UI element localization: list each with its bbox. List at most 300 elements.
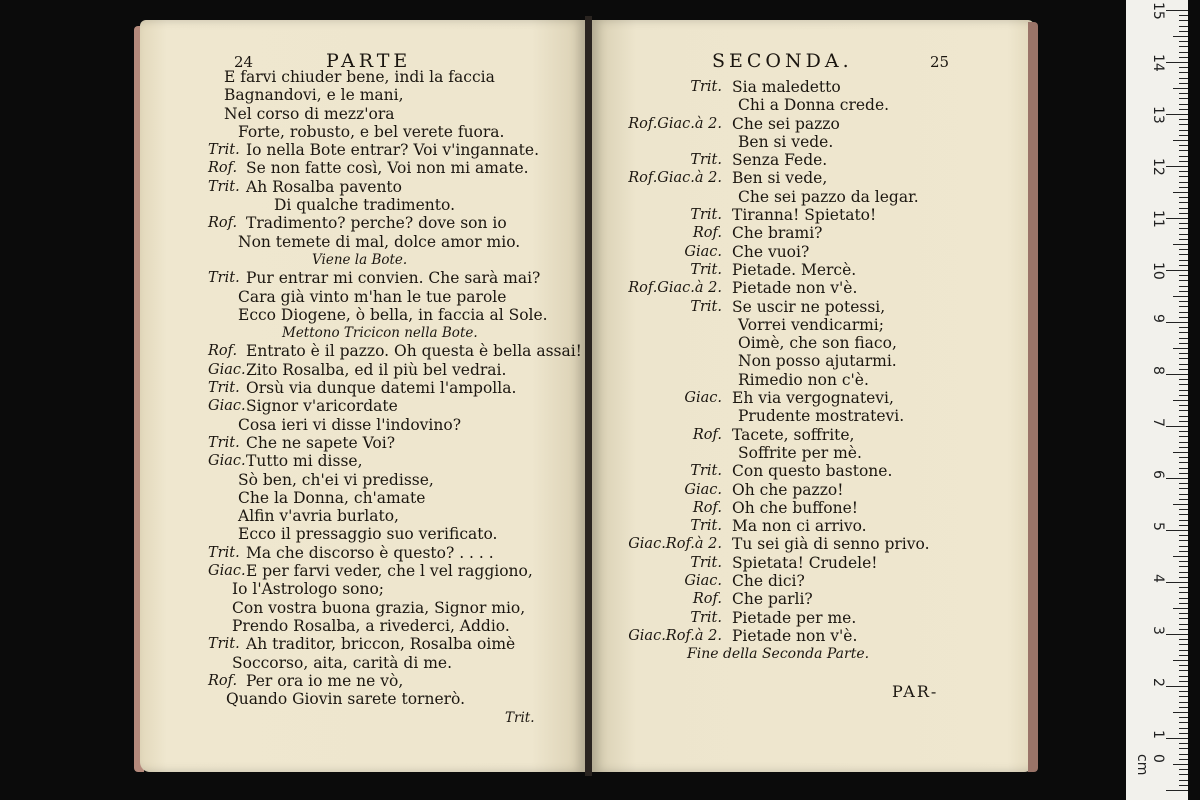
right-line <box>598 609 1028 627</box>
ruler-tick <box>1179 483 1188 484</box>
left-page <box>140 20 585 772</box>
verse-text: Con questo bastone. <box>732 462 893 481</box>
verse-text: Cara già vinto m'han le tue parole <box>238 287 507 306</box>
end-of-part-note: Fine della Seconda Parte. <box>687 646 870 662</box>
ruler-tick <box>1179 26 1188 27</box>
ruler-tick <box>1179 733 1188 734</box>
ruler-tick <box>1173 452 1188 453</box>
ruler-tick <box>1166 322 1188 323</box>
verse-text: E farvi chiuder bene, indi la faccia <box>224 68 495 86</box>
verse-text: Oh che buffone! <box>732 498 859 517</box>
verse-text: Pietade non v'è. <box>732 626 858 645</box>
ruler-number: 3 <box>1150 626 1166 635</box>
verse-text: Rimedio non c'è. <box>738 370 869 389</box>
ruler-tick <box>1179 696 1188 697</box>
ruler-tick <box>1179 41 1188 42</box>
left-line <box>208 562 578 580</box>
speaker-label: Rof. <box>692 591 722 608</box>
ruler-tick <box>1179 327 1188 328</box>
ruler-tick <box>1179 561 1188 562</box>
left-line <box>208 196 578 214</box>
ruler-tick <box>1179 462 1188 463</box>
ruler-tick <box>1179 546 1188 547</box>
right-line <box>598 517 1028 535</box>
ruler-tick <box>1179 468 1188 469</box>
speaker-label: Rof.Giac.à 2. <box>628 115 722 132</box>
measuring-ruler <box>1126 0 1188 800</box>
speaker-label: Rof. <box>208 672 238 689</box>
left-line <box>208 105 578 123</box>
ruler-tick <box>1173 88 1188 89</box>
left-line <box>208 306 578 324</box>
ruler-tick <box>1173 244 1188 245</box>
ruler-tick <box>1179 384 1188 385</box>
ruler-tick <box>1179 301 1188 302</box>
left-line <box>208 342 582 361</box>
left-page-text <box>208 68 582 709</box>
ruler-tick <box>1173 608 1188 609</box>
left-line <box>208 269 578 287</box>
ruler-tick <box>1179 780 1188 781</box>
verse-text: Soccorso, aita, carità di me. <box>232 653 453 672</box>
speaker-label: Trit. <box>208 178 240 195</box>
right-line <box>598 133 1028 151</box>
right-line <box>598 535 1028 553</box>
speaker-label: Trit. <box>690 463 722 480</box>
verse-text: Prendo Rosalba, a rivederci, Addio. <box>232 616 510 635</box>
verse-text: Entrato è il pazzo. Oh questa è bella assai! <box>246 342 582 361</box>
ruler-number: 6 <box>1150 470 1166 479</box>
left-line <box>208 214 578 232</box>
verse-text: Ah Rosalba pavento <box>246 177 402 196</box>
ruler-number: 12 <box>1150 158 1166 176</box>
ruler-tick <box>1166 166 1188 167</box>
ruler-tick <box>1179 655 1188 656</box>
ruler-tick <box>1179 613 1188 614</box>
ruler-tick <box>1179 280 1188 281</box>
verse-text: Di qualche tradimento. <box>274 196 456 215</box>
speaker-label: Rof. <box>692 426 722 443</box>
ruler-tick <box>1179 722 1188 723</box>
right-line <box>598 169 1028 187</box>
ruler-tick <box>1179 618 1188 619</box>
verse-text: Quando Giovin sarete tornerò. <box>226 690 466 709</box>
stage-direction: Mettono Tricicon nella Bote. <box>282 325 478 342</box>
ruler-tick <box>1179 572 1188 573</box>
speaker-label: Giac.Rof.à 2. <box>628 536 722 553</box>
speaker-label: Rof. <box>208 343 238 360</box>
verse-text: Che parli? <box>732 590 813 609</box>
verse-text: Vorrei vendicarmi; <box>738 315 884 334</box>
ruler-tick <box>1166 530 1188 531</box>
right-page <box>592 20 1034 772</box>
right-line <box>598 352 1028 370</box>
ruler-tick <box>1179 98 1188 99</box>
right-line <box>598 590 1028 608</box>
left-line <box>208 288 578 306</box>
ruler-tick <box>1179 603 1188 604</box>
verse-text: Pietade per me. <box>732 608 857 627</box>
ruler-tick <box>1173 192 1188 193</box>
ruler-tick <box>1179 161 1188 162</box>
speaker-label: Trit. <box>208 380 240 397</box>
book-cover-edge-right <box>1028 22 1038 772</box>
verse-text: Orsù via dunque datemi l'ampolla. <box>246 379 517 398</box>
ruler-number: 8 <box>1150 366 1166 375</box>
left-line <box>208 233 578 251</box>
right-line <box>598 627 1028 645</box>
ruler-tick <box>1179 239 1188 240</box>
speaker-label: Trit. <box>690 518 722 535</box>
ruler-tick <box>1179 332 1188 333</box>
speaker-label: Trit. <box>208 270 240 287</box>
left-line <box>208 617 578 635</box>
verse-text: Ah traditor, briccon, Rosalba oimè <box>246 635 516 654</box>
ruler-number: 9 <box>1150 314 1166 323</box>
verse-text: E per farvi veder, che l vel raggiono, <box>246 562 533 581</box>
right-line <box>598 481 1028 499</box>
ruler-tick <box>1179 176 1188 177</box>
ruler-tick <box>1173 348 1188 349</box>
speaker-label: Trit. <box>690 79 722 95</box>
ruler-tick <box>1166 582 1188 583</box>
ruler-tick <box>1179 358 1188 359</box>
ruler-tick <box>1179 774 1188 775</box>
speaker-label: Rof.Giac.à 2. <box>628 280 722 297</box>
ruler-tick <box>1179 421 1188 422</box>
speaker-label: Trit. <box>690 152 722 169</box>
speaker-label: Rof. <box>692 225 722 242</box>
ruler-tick <box>1179 104 1188 105</box>
right-line <box>598 298 1028 316</box>
left-line <box>208 507 578 525</box>
ruler-tick <box>1179 540 1188 541</box>
verse-text: Ecco il pressaggio suo verificato. <box>238 525 498 544</box>
verse-text: Oimè, che son fiaco, <box>738 334 897 353</box>
ruler-tick <box>1173 556 1188 557</box>
ruler-tick <box>1179 644 1188 645</box>
speaker-label: Rof. <box>208 160 238 177</box>
ruler-tick <box>1179 769 1188 770</box>
left-line <box>208 635 578 653</box>
speaker-label: Giac. <box>208 563 246 580</box>
ruler-tick <box>1179 405 1188 406</box>
left-line <box>208 141 578 159</box>
speaker-label: Trit. <box>208 544 240 561</box>
left-line <box>208 123 578 141</box>
speaker-label: Rof. <box>208 215 238 232</box>
verse-text: Alfin v'avria burlato, <box>238 507 399 526</box>
ruler-tick <box>1179 83 1188 84</box>
left-line <box>208 452 578 470</box>
speaker-label: Rof. <box>692 499 722 516</box>
left-line <box>208 159 578 177</box>
left-line <box>208 580 578 598</box>
ruler-tick <box>1179 447 1188 448</box>
ruler-tick <box>1173 140 1188 141</box>
verse-text: Tu sei già di senno privo. <box>732 535 930 554</box>
left-line <box>208 544 578 562</box>
ruler-tick <box>1179 228 1188 229</box>
verse-text: Che la Donna, ch'amate <box>238 488 426 507</box>
ruler-tick <box>1179 353 1188 354</box>
right-page-header: SECONDA. <box>712 50 853 72</box>
left-line <box>208 672 578 690</box>
speaker-label: Giac. <box>208 453 246 470</box>
ruler-tick <box>1179 499 1188 500</box>
ruler-number: 4 <box>1150 574 1166 583</box>
ruler-tick <box>1179 156 1188 157</box>
speaker-label: Giac. <box>208 398 246 415</box>
speaker-label: Trit. <box>208 434 240 451</box>
speaker-label: Giac. <box>684 573 722 590</box>
ruler-tick <box>1179 20 1188 21</box>
verse-text: Tutto mi disse, <box>246 452 363 471</box>
left-line <box>208 599 578 617</box>
left-line <box>208 361 578 379</box>
ruler-tick <box>1179 473 1188 474</box>
verse-text: Tacete, soffrite, <box>732 425 855 444</box>
ruler-tick <box>1166 790 1188 791</box>
ruler-tick <box>1173 504 1188 505</box>
ruler-tick <box>1179 670 1188 671</box>
ruler-tick <box>1179 457 1188 458</box>
ruler-number: 7 <box>1150 418 1166 427</box>
right-page-text <box>598 78 1028 645</box>
ruler-number: 13 <box>1150 106 1166 124</box>
right-line <box>598 188 1028 206</box>
right-line <box>598 243 1028 261</box>
ruler-zero-label: 0 cm <box>1134 754 1166 776</box>
ruler-tick <box>1179 717 1188 718</box>
stage-direction: Viene la Bote. <box>312 251 408 268</box>
verse-text: Oh che pazzo! <box>732 480 844 499</box>
ruler-tick <box>1179 748 1188 749</box>
left-line <box>208 397 578 415</box>
verse-text: Ma che discorso è questo? . . . . <box>246 543 494 562</box>
left-line <box>208 251 578 269</box>
ruler-tick <box>1179 754 1188 755</box>
right-line <box>598 206 1028 224</box>
verse-text: Tradimento? perche? dove son io <box>246 214 507 233</box>
verse-text: Per ora io me ne vò, <box>246 671 404 690</box>
ruler-number: 14 <box>1150 54 1166 72</box>
ruler-tick <box>1179 665 1188 666</box>
verse-text: Chi a Donna crede. <box>738 96 890 115</box>
ruler-tick <box>1179 145 1188 146</box>
ruler-tick <box>1179 681 1188 682</box>
speaker-label: Trit. <box>690 298 722 315</box>
ruler-tick <box>1179 135 1188 136</box>
right-line <box>598 224 1028 242</box>
speaker-label: Giac.Rof.à 2. <box>628 627 722 644</box>
left-line <box>208 324 578 342</box>
ruler-tick <box>1179 182 1188 183</box>
verse-text: Soffrite per mè. <box>738 443 862 462</box>
right-line <box>598 554 1028 572</box>
verse-text: Se non fatte così, Voi non mi amate. <box>246 159 529 178</box>
verse-text: Eh via vergognatevi, <box>732 389 894 408</box>
left-line <box>208 654 578 672</box>
ruler-tick <box>1179 286 1188 287</box>
ruler-number: 5 <box>1150 522 1166 531</box>
ruler-tick <box>1166 738 1188 739</box>
ruler-tick <box>1179 488 1188 489</box>
ruler-tick <box>1173 36 1188 37</box>
left-line <box>208 178 578 196</box>
ruler-tick <box>1179 275 1188 276</box>
ruler-tick <box>1179 317 1188 318</box>
ruler-tick <box>1179 46 1188 47</box>
left-line <box>208 525 578 543</box>
verse-text: Non temete di mal, dolce amor mio. <box>238 232 521 251</box>
speaker-label: Giac. <box>684 481 722 498</box>
right-line <box>598 316 1028 334</box>
verse-text: Sò ben, ch'ei vi predisse, <box>238 470 434 489</box>
ruler-tick <box>1179 254 1188 255</box>
speaker-label: Trit. <box>690 261 722 278</box>
ruler-number: 11 <box>1150 210 1166 228</box>
verse-text: Pietade non v'è. <box>732 279 858 298</box>
verse-text: Che sei pazzo <box>732 114 840 133</box>
ruler-tick <box>1179 265 1188 266</box>
verse-text: Che dici? <box>732 572 805 591</box>
ruler-tick <box>1166 218 1188 219</box>
ruler-tick <box>1179 364 1188 365</box>
right-line <box>598 96 1028 114</box>
ruler-tick <box>1179 187 1188 188</box>
ruler-tick <box>1179 124 1188 125</box>
ruler-tick <box>1166 374 1188 375</box>
ruler-tick <box>1166 634 1188 635</box>
ruler-tick <box>1179 702 1188 703</box>
right-line <box>598 407 1028 425</box>
verse-text: Cosa ieri vi disse l'indovino? <box>238 415 462 434</box>
left-page-number: 24 <box>234 53 254 71</box>
ruler-tick <box>1173 400 1188 401</box>
ruler-tick <box>1179 577 1188 578</box>
ruler-tick <box>1179 379 1188 380</box>
left-page-header: PARTE <box>326 50 412 72</box>
left-line <box>208 379 578 397</box>
ruler-tick <box>1179 707 1188 708</box>
ruler-tick <box>1179 431 1188 432</box>
ruler-tick <box>1179 514 1188 515</box>
ruler-tick <box>1179 338 1188 339</box>
ruler-tick <box>1166 62 1188 63</box>
ruler-tick <box>1179 629 1188 630</box>
left-line <box>208 489 578 507</box>
ruler-tick <box>1179 119 1188 120</box>
left-catchword: Trit. <box>505 710 535 726</box>
ruler-tick <box>1179 67 1188 68</box>
ruler-tick <box>1173 660 1188 661</box>
ruler-tick <box>1166 426 1188 427</box>
ruler-tick <box>1179 390 1188 391</box>
ruler-tick <box>1179 598 1188 599</box>
right-line <box>598 151 1028 169</box>
verse-text: Senza Fede. <box>732 151 828 170</box>
ruler-tick <box>1179 197 1188 198</box>
book-gutter <box>585 16 592 776</box>
verse-text: Prudente mostratevi. <box>738 407 905 426</box>
right-line <box>598 426 1028 444</box>
ruler-tick <box>1173 296 1188 297</box>
ruler-number: 2 <box>1150 678 1166 687</box>
ruler-tick <box>1179 551 1188 552</box>
verse-text: Ma non ci arrivo. <box>732 517 867 536</box>
ruler-tick <box>1179 57 1188 58</box>
ruler-tick <box>1179 223 1188 224</box>
ruler-tick <box>1179 213 1188 214</box>
ruler-tick <box>1179 624 1188 625</box>
left-line <box>208 86 578 104</box>
verse-text: Pietade. Mercè. <box>732 260 857 279</box>
ruler-tick <box>1179 343 1188 344</box>
verse-text: Forte, robusto, e bel verete fuora. <box>238 122 505 141</box>
verse-text: Pur entrar mi convien. Che sarà mai? <box>246 269 541 288</box>
ruler-tick <box>1179 234 1188 235</box>
ruler-tick <box>1179 676 1188 677</box>
ruler-tick <box>1179 520 1188 521</box>
ruler-tick <box>1179 691 1188 692</box>
right-line <box>598 572 1028 590</box>
ruler-tick <box>1179 369 1188 370</box>
ruler-tick <box>1166 270 1188 271</box>
right-line <box>598 279 1028 297</box>
speaker-label: Giac. <box>684 390 722 407</box>
ruler-tick <box>1179 395 1188 396</box>
ruler-tick <box>1173 712 1188 713</box>
left-line <box>208 434 578 452</box>
ruler-tick <box>1179 416 1188 417</box>
verse-text: Che sei pazzo da legar. <box>738 187 919 206</box>
ruler-tick <box>1179 249 1188 250</box>
verse-text: Che vuoi? <box>732 242 810 261</box>
ruler-tick <box>1179 650 1188 651</box>
ruler-tick <box>1179 587 1188 588</box>
ruler-tick <box>1179 260 1188 261</box>
right-line <box>598 462 1028 480</box>
verse-text: Se uscir ne potessi, <box>732 297 886 316</box>
ruler-number: 15 <box>1150 2 1166 20</box>
right-page-number: 25 <box>930 53 950 71</box>
ruler-tick <box>1166 686 1188 687</box>
speaker-label: Trit. <box>208 142 240 159</box>
ruler-tick <box>1179 78 1188 79</box>
ruler-tick <box>1179 494 1188 495</box>
verse-text: Spietata! Crudele! <box>732 553 878 572</box>
ruler-tick <box>1166 114 1188 115</box>
ruler-number: 10 <box>1150 262 1166 280</box>
ruler-tick <box>1179 93 1188 94</box>
left-line <box>208 690 578 708</box>
verse-text: Non posso ajutarmi. <box>738 352 897 371</box>
verse-text: Io nella Bote entrar? Voi v'ingannate. <box>246 141 539 160</box>
left-line <box>208 471 578 489</box>
ruler-tick <box>1179 785 1188 786</box>
ruler-tick <box>1179 31 1188 32</box>
speaker-label: Trit. <box>690 609 722 626</box>
ruler-tick <box>1179 743 1188 744</box>
right-line <box>598 499 1028 517</box>
verse-text: Che ne sapete Voi? <box>246 433 396 452</box>
verse-text: Io l'Astrologo sono; <box>232 580 385 599</box>
left-line <box>208 68 578 86</box>
verse-text: Signor v'aricordate <box>246 397 398 416</box>
ruler-tick <box>1179 509 1188 510</box>
open-book <box>140 16 1040 776</box>
